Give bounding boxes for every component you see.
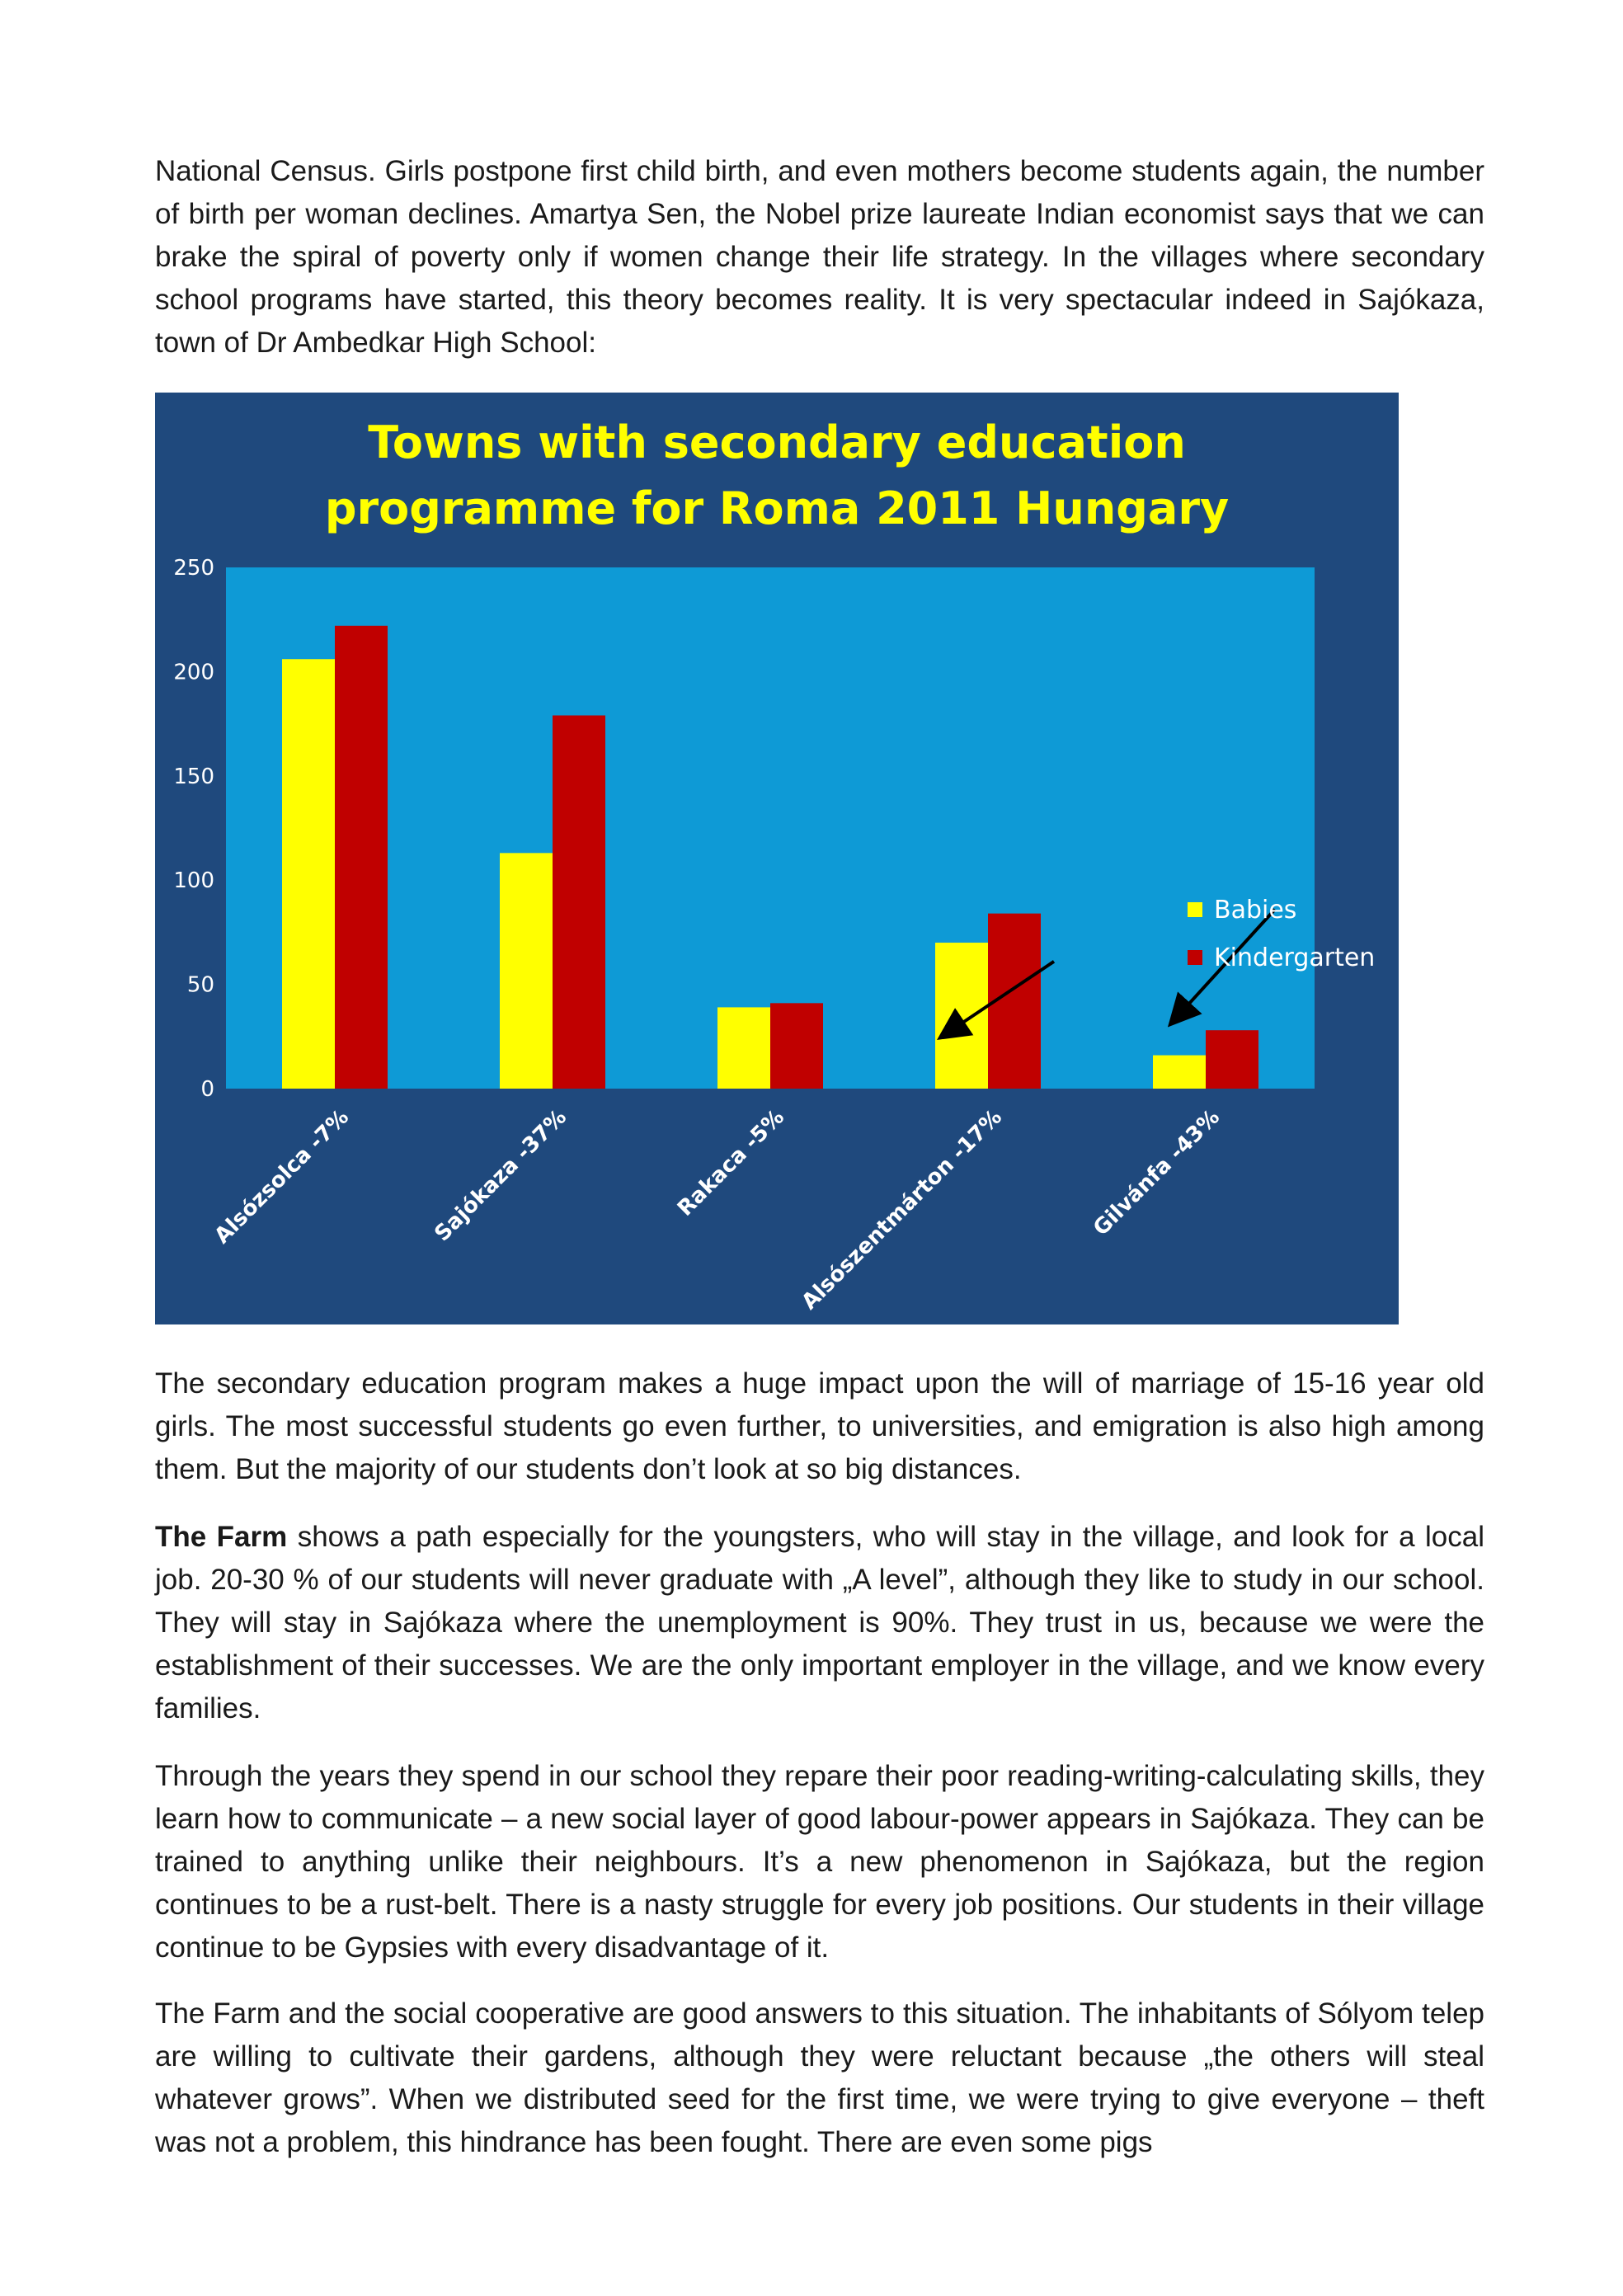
bar-kindergarten-4 bbox=[1206, 1030, 1258, 1089]
legend-swatch-kindergarten bbox=[1188, 950, 1202, 965]
x-tick-label: Sajókaza -37% bbox=[430, 1104, 572, 1247]
bar-babies-0 bbox=[282, 659, 335, 1089]
farm-body-text: shows a path especially for the youngsters, who will stay in the village, and look for a local job. 20-30 % of our students will never graduate with „A level”, although they like to study in our school. They will stay in Sajókaza where the unemployment is 90%. They trust in us, because we were the establishment of their successes. We are the only important employer in the village, and we know every families. bbox=[155, 1521, 1484, 1724]
paragraph-cooperative: The Farm and the social cooperative are good answers to this situation. The inhabitants of Sólyom telep are willing to cultivate their gardens, although they were reluctant because „the others will steal whatever grows”. When we distributed seed for the first time, we were trying to give everyone – theft was not a problem, this hindrance has been fought. There are even some pigs bbox=[155, 1997, 1484, 2158]
paragraph-census: National Census. Girls postpone first child birth, and even mothers become students again, the number of birth per woman declines. Amartya Sen, the Nobel prize laureate Indian economist says that we can brake the spiral of poverty only if women change their life strategy. In the villages where secondary school programs have started, this theory becomes reality. It is very spectacular indeed in Sajókaza, town of Dr Ambedkar High School: bbox=[155, 155, 1484, 359]
paragraph-skills: Through the years they spend in our school they repare their poor reading-writing-calculating skills, they learn how to communicate – a new social layer of good labour-power appears in Sajókaza. They can be trained to anything unlike their neighbours. It’s a new phenomenon in Sajókaza, but the region continues to be a rust-belt. There is a nasty struggle for every job positions. Our students in their village continue to be Gypsies with every disadvantage of it. bbox=[155, 1760, 1484, 1964]
legend-item-kindergarten bbox=[1188, 934, 1375, 981]
x-axis bbox=[210, 1105, 1225, 1315]
bar-babies-2 bbox=[717, 1007, 770, 1089]
bar-chart bbox=[155, 393, 1399, 1324]
paragraph-impact: The secondary education program makes a huge impact upon the will of marriage of 15-16 year old girls. The most successful students go even further, to universities, and emigration is also high among them. But the majority of our students don’t look at so big distances. bbox=[155, 1367, 1484, 1485]
y-tick-label: 150 bbox=[173, 764, 214, 789]
bar-babies-1 bbox=[500, 853, 553, 1089]
legend-label-babies: Babies bbox=[1214, 895, 1297, 925]
y-tick-label: 100 bbox=[173, 868, 214, 894]
chart-title-line-1: Towns with secondary education bbox=[368, 416, 1186, 468]
bar-kindergarten-2 bbox=[770, 1003, 823, 1089]
bar-kindergarten-0 bbox=[335, 626, 388, 1089]
x-tick-label: Rakaca -5% bbox=[672, 1104, 789, 1221]
y-tick-label: 250 bbox=[173, 556, 214, 581]
x-tick-label: Alsózsolca -7% bbox=[209, 1104, 354, 1249]
chart-legend bbox=[1188, 886, 1375, 981]
y-tick-label: 50 bbox=[186, 972, 214, 998]
bar-kindergarten-1 bbox=[553, 715, 605, 1089]
legend-swatch-babies bbox=[1188, 902, 1202, 917]
legend-item-babies bbox=[1188, 886, 1375, 934]
paragraph-farm bbox=[155, 1516, 1484, 1730]
y-tick-label: 200 bbox=[173, 660, 214, 685]
y-tick-label: 0 bbox=[200, 1077, 214, 1102]
farm-lead-text: The Farm bbox=[155, 1521, 288, 1553]
y-axis bbox=[173, 556, 214, 1102]
legend-label-kindergarten: Kindergarten bbox=[1214, 943, 1376, 972]
x-tick-label: Alsószentmárton -17% bbox=[797, 1104, 1007, 1315]
bar-babies-3 bbox=[935, 943, 988, 1089]
chart-title-line-2: programme for Roma 2011 Hungary bbox=[324, 482, 1230, 534]
bar-babies-4 bbox=[1153, 1056, 1206, 1089]
x-tick-label: Gilvánfa -43% bbox=[1089, 1104, 1225, 1241]
